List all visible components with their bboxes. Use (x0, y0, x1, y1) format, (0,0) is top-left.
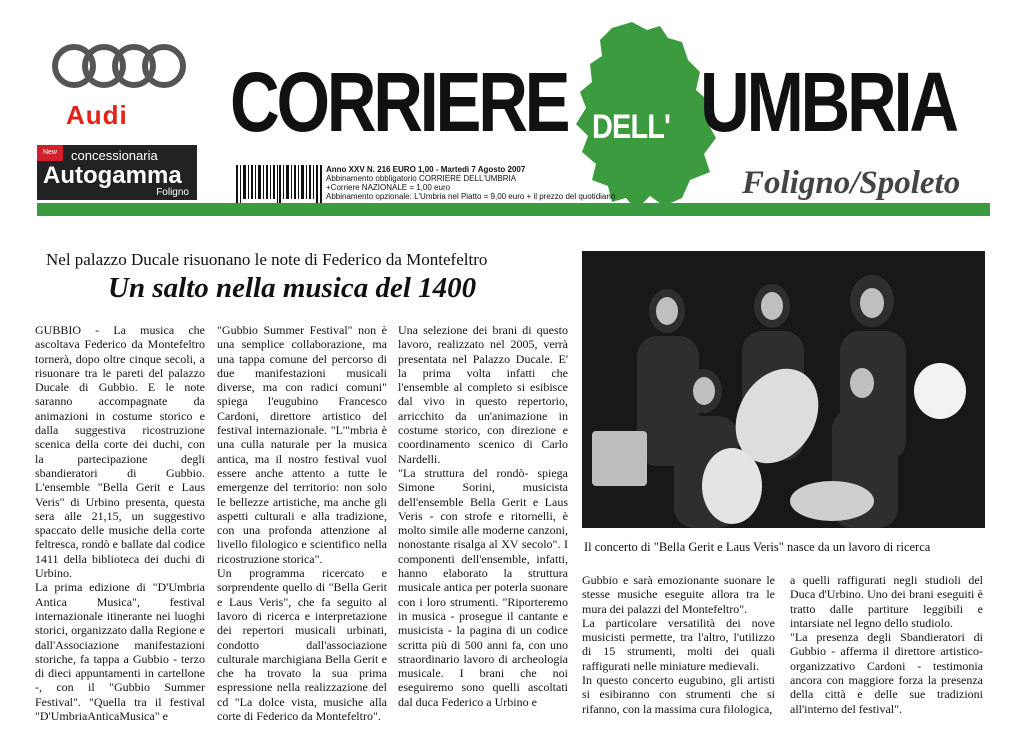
issue-line: Anno XXV N. 216 EURO 1,00 - Martedì 7 Agosto 2007 (326, 165, 526, 174)
issue-info (326, 165, 646, 201)
masthead-dell: DELL' (592, 108, 671, 146)
article-column-2 (217, 323, 387, 723)
article-column-5 (790, 573, 983, 716)
paragraph: In questo concerto eugubino, gli artisti si esibiranno con strumenti che si rifanno, con la massima cura filologica, (582, 673, 775, 716)
issue-line: Abbinamento opzionale: L'Umbria nel Piatto = 9,00 euro + il prezzo del quotidiano (326, 192, 616, 201)
paragraph: "La struttura del rondò- spiega Simone Sorini, musicista dell'ensemble Bella Gerit e Laus Veris - con strofe e ritornelli, è molto simile alle moderne canzoni, nonostante risalga al XV secolo". I componenti dell'ensemble, infatti, hanno elaborato la struttura musicale antica per poterla suonare con i loro strumenti. "Riporteremo in musica - prosegue il cantante e musicista - la pagina di un codice scritta più di 500 anni fa, con uno straordinario lavoro di archeologia musicale. I brani che noi eseguiremo sono quelli ascoltati dal duca Federico a Urbino e (398, 465, 568, 709)
ensemble-photo (582, 251, 985, 528)
ad-tag: New (37, 145, 63, 161)
audi-wordmark: Audi (66, 100, 128, 130)
ad-city: Foligno (156, 187, 189, 198)
paragraph: a quelli raffigurati negli studioli del Duca d'Urbino. Uno dei brani eseguiti è tratto dalle partiture leggibili e intarsiate nel legno dello studiolo. (790, 573, 983, 630)
article-column-3 (398, 323, 568, 709)
paragraph: Una selezione dei brani di questo lavoro, realizzato nel 2005, verrà presentata nel Palazzo Ducale. E' la prima volta infatti che l'ensemble al completo si esibisce dal vivo in questo repertorio, arricchito da un'animazione in costume storico, con direzione e coordinamento scenico di Carlo Nardelli. (398, 323, 568, 466)
paragraph: La particolare versatilità dei nove musicisti permette, tra l'altro, l'utilizzo di 15 strumenti, molti dei quali raffigurati nelle miniature medievali. (582, 615, 775, 673)
article-headline: Un salto nella musica del 1400 (108, 272, 477, 304)
photo-caption: Il concerto di "Bella Gerit e Laus Veris" nasce da un lavoro di ricerca (584, 540, 931, 554)
paragraph: Un programma ricercato e sorprendente quello di "Bella Gerit e Laus Veris", che fa seguito al lavoro di ricerca e interpretazione dei repertori musicali urbinati, condotto dall'associazione culturale marchigiana Bella Gerit e che ha trovato la sua prima espressione nella realizzazione del cd "La dolce vista, musiche alla corte di Federico da Montefeltro". (217, 566, 387, 724)
masthead-green-rule (37, 203, 990, 216)
article-kicker: Nel palazzo Ducale risuonano le note di Federico da Montefeltro (46, 250, 488, 269)
barcode-icon (236, 165, 322, 203)
article-column-4 (582, 573, 775, 716)
paragraph: La prima edizione di "D'Umbria Antica Musica", festival internazionale itinerante nei luoghi storici, organizzato dalla Regione e dall'Associazione manifestazioni storiche, fa tappa a Gubbio - terzo di dieci appuntamenti in cartellone -, con il "Gubbio Summer Festival". "Quella tra il festival "D'UmbriaAnticaMusica" e (35, 580, 205, 724)
ad-dealer-label: concessionaria (71, 148, 158, 163)
paragraph: "Gubbio Summer Festival" non è una semplice collaborazione, ma una tappa comune del percorso di due manifestazioni musicali diverse, ma con radici comuni" spiega l'eugubino Francesco Cardoni, direttore artistico del festival internazionale. "L'"mbria è una culla naturale per la musica antica, ma il nostro festival vuol essere anche attento a tutte le emergenze del territorio: non solo le bellezze artistiche, ma anche gli aspetti culturali e alla tradizione, con una profonda attenzione al livello filologico e scientifico nella ricostruzione storica". (217, 323, 387, 566)
masthead-umbria: UMBRIA (700, 55, 956, 149)
paragraph: "La presenza degli Sbandieratori di Gubbio - afferma il direttore artistico-organizzativo Cardoni - testimonia ancora con maggiore forza la presenza della città e delle sue tradizioni all'interno del festival". (790, 630, 983, 716)
article-column-1 (35, 323, 205, 723)
dealer-ad (37, 145, 197, 200)
paragraph: Gubbio e sarà emozionante suonare le stesse musiche eseguite allora tra le mura dei palazzi del Montefeltro". (582, 573, 775, 616)
paragraph: GUBBIO - La musica che ascoltava Federico da Montefeltro tornerà, dopo oltre cinque secoli, a risuonare tra le pareti del palazzo Ducale di Gubbio. E le note saranno accompagnate da animazioni in costume storico e dalla suggestiva ricostruzione scenica della corte dei duchi, con la partecipazione degli sbandieratori di Gubbio. L'ensemble "Bella Gerit e Laus Veris" di Urbino presenta, questa sera alle 21,15, un suggestivo spaccato delle musiche della corte feltresca, rondò e ballate dal codice 1411 della biblioteca dei duchi di Urbino. (35, 323, 205, 581)
masthead-corriere: CORRIERE (230, 55, 568, 149)
issue-line: +Corriere NAZIONALE = 1,00 euro (326, 183, 451, 192)
issue-line: Abbinamento obbligatorio CORRIERE DELL'UMBRIA (326, 174, 517, 183)
edition-name: Foligno/Spoleto (742, 165, 961, 201)
audi-rings-logo (50, 40, 190, 92)
ad-dealer-name: Autogamma (43, 162, 182, 189)
